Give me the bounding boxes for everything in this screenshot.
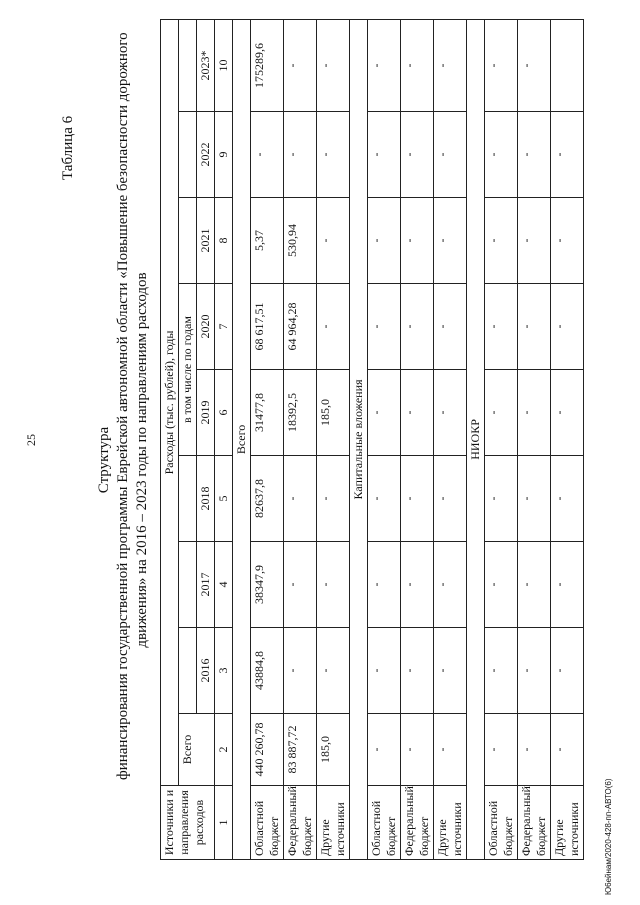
section-title: Всего — [233, 19, 251, 859]
table-cell: - — [284, 112, 317, 198]
table-cell: - — [518, 456, 551, 542]
table-cell: 82637,8 — [251, 456, 284, 542]
header-year: 2021 — [197, 198, 215, 284]
table-cell: - — [551, 112, 584, 198]
table-cell: - — [401, 112, 434, 198]
section-title: Капитальные вложения — [350, 19, 368, 859]
column-number: 3 — [215, 628, 233, 714]
table-cell: - — [434, 112, 467, 198]
column-number: 4 — [215, 542, 233, 628]
column-number: 1 — [215, 786, 233, 860]
table-cell: - — [317, 198, 350, 284]
header-year: 2020 — [197, 284, 215, 370]
page-number: 25 — [24, 434, 38, 446]
table-cell: - — [368, 370, 401, 456]
row-label: Федеральный бюджет — [401, 786, 434, 860]
table-cell: - — [317, 628, 350, 714]
table-cell: - — [485, 714, 518, 786]
table-cell: - — [485, 370, 518, 456]
table-cell: 440 260,78 — [251, 714, 284, 786]
table-cell: - — [317, 456, 350, 542]
column-number: 5 — [215, 456, 233, 542]
table-cell: - — [518, 284, 551, 370]
table-cell: - — [518, 112, 551, 198]
table-cell: - — [485, 628, 518, 714]
column-number: 9 — [215, 112, 233, 198]
column-number: 10 — [215, 19, 233, 111]
row-label: Областной бюджет — [368, 786, 401, 860]
table-cell: 18392,5 — [284, 370, 317, 456]
row-label: Другие источники — [551, 786, 584, 860]
table-cell: - — [434, 198, 467, 284]
table-cell: 38347,9 — [251, 542, 284, 628]
header-year: 2017 — [197, 542, 215, 628]
column-number: 2 — [215, 714, 233, 786]
table-cell: - — [368, 628, 401, 714]
table-cell: - — [368, 284, 401, 370]
header-spacer — [179, 198, 197, 284]
table-cell: - — [368, 714, 401, 786]
table-cell: - — [401, 542, 434, 628]
table-row — [368, 19, 401, 859]
table-row — [518, 19, 551, 859]
table-cell: - — [551, 628, 584, 714]
table-cell: - — [518, 19, 551, 111]
header-year: 2018 — [197, 456, 215, 542]
table-row — [284, 19, 317, 859]
table-cell: - — [434, 542, 467, 628]
table-title — [95, 32, 152, 780]
row-label: Областной бюджет — [485, 786, 518, 860]
table-cell: 31477,8 — [251, 370, 284, 456]
column-number: 6 — [215, 370, 233, 456]
table-cell: - — [518, 628, 551, 714]
row-label: Федеральный бюджет — [284, 786, 317, 860]
title-line: движения» на 2016 – 2023 годы по направлениям расходов — [134, 272, 150, 648]
table-cell: 68 617,51 — [251, 284, 284, 370]
header-incl: в том числе по годам — [179, 284, 197, 456]
table-cell: 5,37 — [251, 198, 284, 284]
table-row — [485, 19, 518, 859]
table-cell: - — [485, 112, 518, 198]
table-cell: - — [251, 112, 284, 198]
table-cell: - — [401, 714, 434, 786]
header-spacer — [179, 456, 197, 542]
table-cell: - — [434, 19, 467, 111]
header-spacer — [179, 628, 197, 714]
header-year: 2016 — [197, 628, 215, 714]
table-row — [401, 19, 434, 859]
header-expenses: Расходы (тыс. рублей), годы — [161, 19, 179, 785]
document-stamp: Ю6ейнам/2020-428-пп-АВТО(6) — [604, 778, 613, 895]
table-cell: 185,0 — [317, 370, 350, 456]
table-cell: - — [401, 370, 434, 456]
table-cell: - — [401, 284, 434, 370]
row-label: Другие источники — [317, 786, 350, 860]
header-year: 2019 — [197, 370, 215, 456]
table-cell: - — [518, 198, 551, 284]
table-cell: 530,94 — [284, 198, 317, 284]
table-cell: - — [317, 112, 350, 198]
table-cell: - — [434, 284, 467, 370]
table-cell: - — [401, 198, 434, 284]
table-cell: - — [434, 714, 467, 786]
table-cell: - — [551, 198, 584, 284]
table-cell: - — [284, 456, 317, 542]
table-cell: - — [434, 370, 467, 456]
table-cell: - — [434, 456, 467, 542]
header-total: Всего — [179, 714, 215, 786]
table-cell: - — [401, 19, 434, 111]
table-label: Таблица 6 — [60, 115, 76, 180]
table-cell: - — [368, 112, 401, 198]
financing-table — [160, 19, 584, 860]
column-number: 8 — [215, 198, 233, 284]
table-cell: 175289,6 — [251, 19, 284, 111]
table-cell: - — [485, 542, 518, 628]
table-cell: - — [518, 714, 551, 786]
table-cell: - — [518, 370, 551, 456]
header-spacer — [179, 542, 197, 628]
table-row — [551, 19, 584, 859]
table-cell: 43884,8 — [251, 628, 284, 714]
table-cell: - — [368, 19, 401, 111]
header-source: Источники и направления расходов — [161, 786, 215, 860]
header-spacer — [179, 19, 197, 111]
table-cell: - — [368, 542, 401, 628]
table-cell: - — [317, 19, 350, 111]
table-cell: - — [317, 284, 350, 370]
title-line: финансирования государственной программы Еврейской автономной области «Повышение безопасности дорожного — [115, 32, 131, 780]
table-cell: - — [551, 542, 584, 628]
row-label: Областной бюджет — [251, 786, 284, 860]
table-cell: - — [317, 542, 350, 628]
header-spacer — [179, 112, 197, 198]
table-cell: 83 887,72 — [284, 714, 317, 786]
table-cell: - — [485, 456, 518, 542]
table-cell: - — [551, 284, 584, 370]
landscape-page — [0, 20, 640, 900]
table-cell: - — [368, 198, 401, 284]
table-cell: - — [434, 628, 467, 714]
table-cell: - — [284, 542, 317, 628]
table-cell: - — [284, 628, 317, 714]
table-cell — [551, 19, 584, 111]
table-cell: - — [485, 19, 518, 111]
table-cell: - — [401, 456, 434, 542]
table-cell: - — [485, 284, 518, 370]
row-label: Федеральный бюджет — [518, 786, 551, 860]
table-cell: 64 964,28 — [284, 284, 317, 370]
section-title: НИОКР — [467, 19, 485, 859]
table-cell: - — [284, 19, 317, 111]
table-cell: - — [485, 198, 518, 284]
row-label: Другие источники — [434, 786, 467, 860]
table-cell: - — [368, 456, 401, 542]
table-cell: - — [518, 542, 551, 628]
title-line: Структура — [96, 426, 112, 494]
table-cell: 185,0 — [317, 714, 350, 786]
table-row — [434, 19, 467, 859]
header-year: 2023* — [197, 19, 215, 111]
column-number: 7 — [215, 284, 233, 370]
table-row — [251, 19, 284, 859]
table-row — [317, 19, 350, 859]
table-cell: - — [401, 628, 434, 714]
table-cell: - — [551, 370, 584, 456]
header-year: 2022 — [197, 112, 215, 198]
table-cell: - — [551, 714, 584, 786]
table-cell: - — [551, 456, 584, 542]
